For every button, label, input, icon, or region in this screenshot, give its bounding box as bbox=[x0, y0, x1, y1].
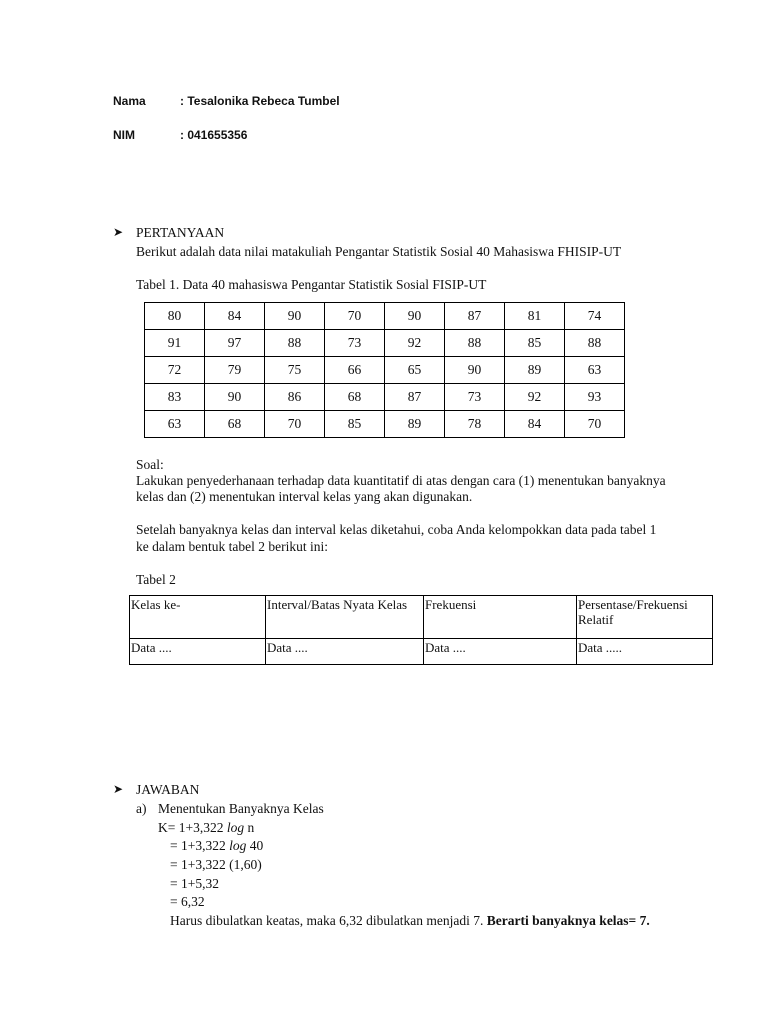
table1-cell: 72 bbox=[145, 357, 205, 384]
name-value: : Tesalonika Rebeca Tumbel bbox=[180, 94, 340, 108]
table1-cell: 91 bbox=[145, 330, 205, 357]
formula-line-4: = 1+5,32 bbox=[170, 876, 219, 891]
table2-cell: Data .... bbox=[130, 639, 266, 665]
formula-log: log bbox=[229, 838, 247, 853]
table1-cell: 88 bbox=[265, 330, 325, 357]
item-a-title: Menentukan Banyaknya Kelas bbox=[158, 801, 324, 816]
formula-text: = 1+3,322 bbox=[170, 838, 230, 853]
conclusion-text: Harus dibulatkan keatas, maka 6,32 dibulatkan menjadi 7. bbox=[170, 913, 487, 928]
table1-cell: 97 bbox=[205, 330, 265, 357]
formula-text: 40 bbox=[246, 838, 264, 853]
table1-cell: 75 bbox=[265, 357, 325, 384]
formula-text: K= 1+3,322 bbox=[158, 820, 227, 835]
table-1 bbox=[144, 302, 625, 438]
task-line-1: Setelah banyaknya kelas dan interval kelas diketahui, coba Anda kelompokkan data pada tabel 1 bbox=[136, 522, 657, 537]
conclusion-bold: Berarti banyaknya kelas= 7. bbox=[486, 913, 650, 928]
table2-header-frekuensi: Frekuensi bbox=[424, 596, 577, 639]
formula-line-3: = 1+3,322 (1,60) bbox=[170, 857, 262, 872]
table1-cell: 68 bbox=[325, 384, 385, 411]
table1-cell: 85 bbox=[325, 411, 385, 438]
table2-caption: Tabel 2 bbox=[136, 572, 176, 587]
table1-cell: 90 bbox=[205, 384, 265, 411]
table1-cell: 87 bbox=[445, 303, 505, 330]
table1-cell: 90 bbox=[385, 303, 445, 330]
table1-cell: 90 bbox=[265, 303, 325, 330]
formula-line-5: = 6,32 bbox=[170, 894, 205, 909]
conclusion bbox=[170, 913, 650, 929]
table1-row bbox=[145, 357, 625, 384]
table1-cell: 87 bbox=[385, 384, 445, 411]
table1-row bbox=[145, 411, 625, 438]
soal-line-2: kelas dan (2) menentukan interval kelas yang akan digunakan. bbox=[136, 489, 473, 504]
table1-caption: Tabel 1. Data 40 mahasiswa Pengantar Statistik Sosial FISIP-UT bbox=[136, 277, 487, 292]
table1-cell: 90 bbox=[445, 357, 505, 384]
table1-cell: 63 bbox=[565, 357, 625, 384]
table1-row bbox=[145, 303, 625, 330]
table1-row bbox=[145, 330, 625, 357]
table1-cell: 85 bbox=[505, 330, 565, 357]
table1-cell: 83 bbox=[145, 384, 205, 411]
table1-cell: 68 bbox=[205, 411, 265, 438]
answer-heading: JAWABAN bbox=[136, 782, 200, 797]
table1-cell: 79 bbox=[205, 357, 265, 384]
table1-row bbox=[145, 384, 625, 411]
formula-line-2 bbox=[170, 838, 263, 854]
table2-header-kelas: Kelas ke- bbox=[130, 596, 266, 639]
table2-header-interval: Interval/Batas Nyata Kelas bbox=[266, 596, 424, 639]
question-heading: PERTANYAAN bbox=[136, 225, 225, 240]
task-line-2: ke dalam bentuk tabel 2 berikut ini: bbox=[136, 539, 328, 554]
item-a-marker: a) bbox=[136, 801, 147, 816]
table2-header-persentase: Persentase/Frekuensi Relatif bbox=[577, 596, 713, 639]
table1-cell: 74 bbox=[565, 303, 625, 330]
soal-label: Soal: bbox=[136, 457, 164, 472]
table1-cell: 84 bbox=[505, 411, 565, 438]
arrow-bullet-icon: ➤ bbox=[113, 782, 124, 796]
table1-cell: 89 bbox=[505, 357, 565, 384]
question-intro: Berikut adalah data nilai matakuliah Pengantar Statistik Sosial 40 Mahasiswa FHISIP-UT bbox=[136, 244, 622, 259]
table2-cell: Data .... bbox=[424, 639, 577, 665]
table1-cell: 70 bbox=[325, 303, 385, 330]
table2-cell: Data ..... bbox=[577, 639, 713, 665]
table1-cell: 80 bbox=[145, 303, 205, 330]
arrow-bullet-icon: ➤ bbox=[113, 225, 124, 239]
table1-cell: 88 bbox=[445, 330, 505, 357]
name-label: Nama bbox=[113, 94, 146, 108]
table1-cell: 65 bbox=[385, 357, 445, 384]
table1-cell: 66 bbox=[325, 357, 385, 384]
table1-cell: 81 bbox=[505, 303, 565, 330]
table1-cell: 73 bbox=[445, 384, 505, 411]
table1-cell: 70 bbox=[565, 411, 625, 438]
table1-cell: 63 bbox=[145, 411, 205, 438]
formula-text: n bbox=[244, 820, 255, 835]
table1-cell: 78 bbox=[445, 411, 505, 438]
table1-cell: 84 bbox=[205, 303, 265, 330]
table1-cell: 73 bbox=[325, 330, 385, 357]
formula-log: log bbox=[226, 820, 245, 835]
table2-cell: Data .... bbox=[266, 639, 424, 665]
nim-value: : 041655356 bbox=[180, 128, 248, 142]
table1-cell: 86 bbox=[265, 384, 325, 411]
table1-cell: 92 bbox=[385, 330, 445, 357]
table1-cell: 88 bbox=[565, 330, 625, 357]
soal-line-1: Lakukan penyederhanaan terhadap data kuantitatif di atas dengan cara (1) menentukan banyaknya bbox=[136, 473, 666, 488]
table1-cell: 93 bbox=[565, 384, 625, 411]
table1-cell: 70 bbox=[265, 411, 325, 438]
nim-label: NIM bbox=[113, 128, 135, 142]
table1-cell: 89 bbox=[385, 411, 445, 438]
formula-line-1 bbox=[158, 820, 254, 836]
table-2 bbox=[129, 595, 713, 665]
table1-cell: 92 bbox=[505, 384, 565, 411]
